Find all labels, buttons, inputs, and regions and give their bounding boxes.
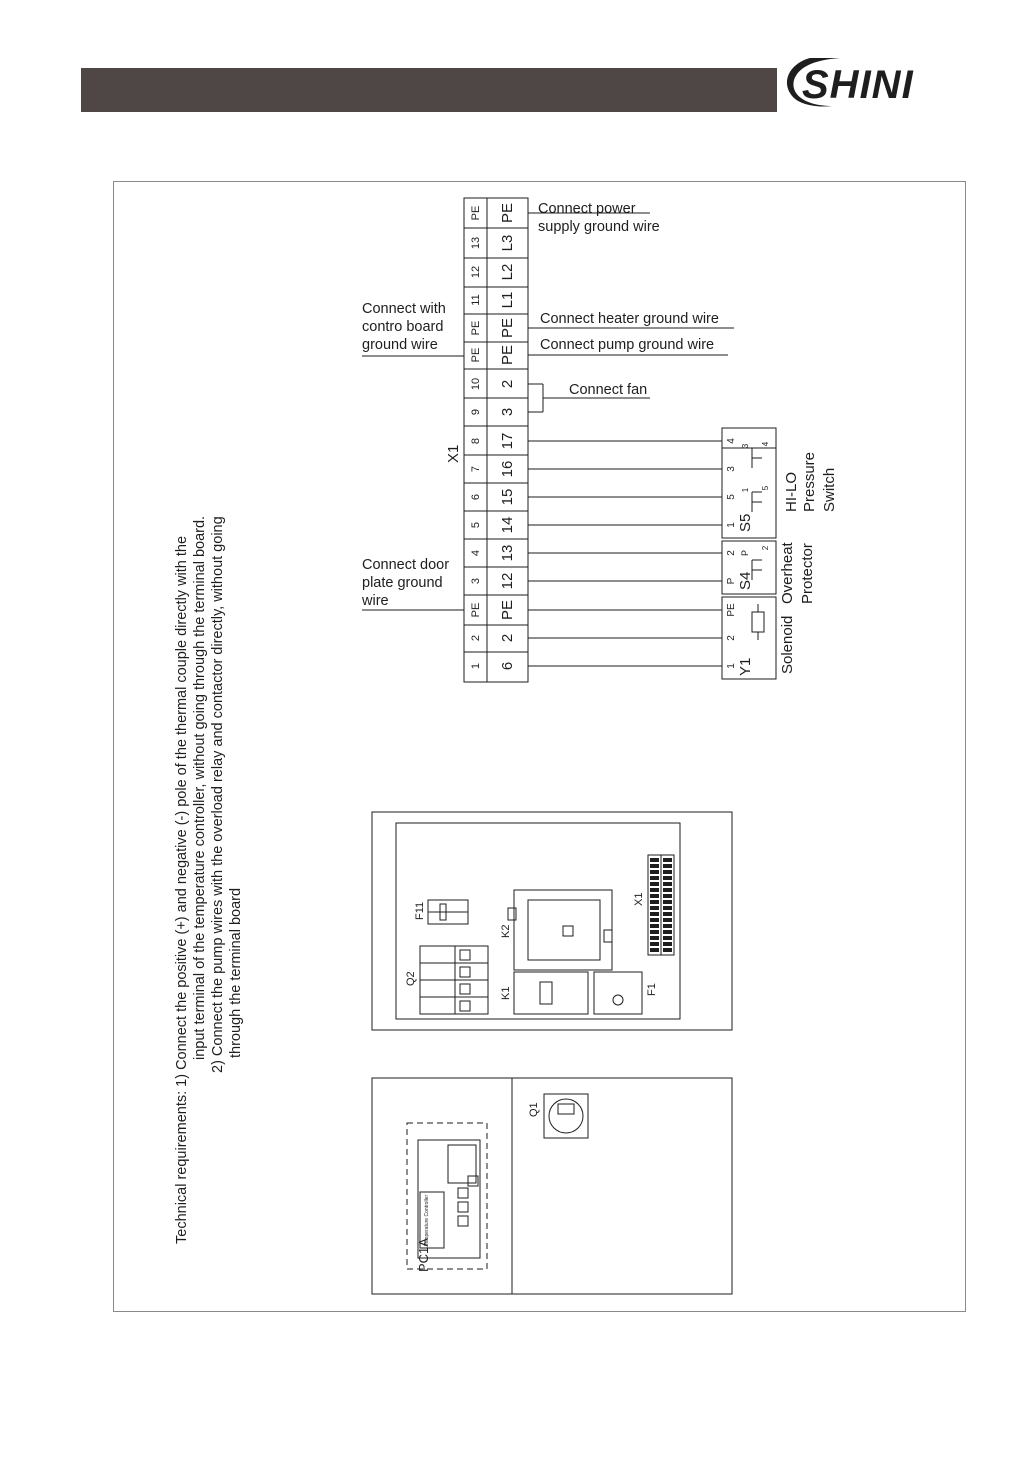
device-s5-pin: 1: [726, 522, 737, 528]
device-y1-id: Y1: [737, 657, 754, 676]
panel-terminal-dot: [650, 870, 659, 874]
panel-terminal-dot: [650, 864, 659, 868]
device-s5-pin: 5: [726, 494, 737, 500]
terminal-number: PE: [470, 320, 482, 336]
terminal-label: PE: [499, 344, 516, 366]
terminal-label: 3: [499, 407, 516, 417]
brand-logo-text: SHINI: [802, 63, 914, 107]
panel-terminal-dot: [663, 876, 672, 880]
terminal-label: 2: [499, 633, 516, 643]
terminal-label: 2: [499, 379, 516, 389]
terminal-number: 13: [470, 236, 482, 250]
terminal-number: 10: [470, 377, 482, 391]
label-q2: Q2: [405, 971, 417, 986]
device-s5-id: S5: [737, 513, 754, 532]
terminal-label: 17: [499, 432, 516, 450]
panel-terminal-dot: [663, 936, 672, 940]
panel-labels: [405, 893, 658, 1272]
tech-req-line-2: input terminal of the temperature controller, without going through the terminal board.: [192, 515, 208, 1060]
panel-terminal-dot: [663, 900, 672, 904]
label-q1: Q1: [528, 1102, 540, 1117]
terminal-label: L3: [499, 234, 516, 252]
annotation-control-board-3: ground wire: [362, 337, 438, 353]
annotation-door-plate-3: wire: [362, 593, 389, 609]
terminal-label: PE: [499, 202, 516, 224]
panel-terminal-dot: [650, 930, 659, 934]
panel-terminal-dot: [663, 870, 672, 874]
device-s5-pin: 3: [726, 466, 737, 472]
panel-terminal-dot: [663, 864, 672, 868]
annotation-fan: Connect fan: [569, 382, 648, 398]
device-s5-sub: 1: [741, 487, 750, 493]
terminal-label: PE: [499, 599, 516, 621]
panel-terminal-dot: [650, 900, 659, 904]
label-pc1a: PC1A: [416, 1238, 431, 1272]
device-y1-pin: 2: [726, 635, 737, 641]
terminal-number: 2: [470, 634, 482, 642]
panel-terminal-dot: [650, 858, 659, 862]
annotation-heater-ground: Connect heater ground wire: [540, 311, 719, 327]
panel-terminal-dot: [663, 942, 672, 946]
tech-req-line-1: Technical requirements: 1) Connect the positive (+) and negative (-) pole of the thermal couple directly with the: [174, 535, 190, 1244]
terminal-number: PE: [470, 347, 482, 363]
terminal-numbers: [470, 206, 482, 669]
label-k1: K1: [500, 986, 512, 1000]
device-s5-sub: 3: [741, 443, 750, 449]
device-s5-sub: 5: [761, 485, 770, 491]
technical-requirements: [174, 516, 244, 1244]
terminal-label: 13: [499, 544, 516, 562]
device-labels: [726, 438, 838, 676]
terminal-label: L1: [499, 291, 516, 309]
terminal-number: 6: [470, 493, 482, 501]
terminal-label: 16: [499, 460, 516, 478]
label-f11: F11: [414, 901, 426, 920]
device-s4-pin: P: [726, 577, 737, 585]
panel-terminal-dot: [663, 858, 672, 862]
device-s5-label-2: Pressure: [801, 451, 818, 512]
label-controller-caption: Temperature Controller: [424, 1194, 430, 1246]
terminal-number: 5: [470, 521, 482, 529]
annotation-door-plate-1: Connect door: [362, 557, 450, 573]
panel-terminal-dot: [663, 912, 672, 916]
device-s5-sub: 4: [761, 441, 770, 447]
device-wires: [528, 441, 722, 666]
device-s4-id: S4: [737, 571, 754, 590]
device-y1-pin: PE: [726, 603, 737, 617]
terminal-number: 7: [470, 465, 482, 473]
panel-terminal-dot: [650, 942, 659, 946]
panel-terminal-dot: [663, 888, 672, 892]
annotation-power-ground-1: Connect power: [538, 201, 636, 217]
panel-terminal-dot: [663, 924, 672, 928]
panel-terminal-dot: [650, 876, 659, 880]
terminal-number: 9: [470, 408, 482, 416]
tech-req-line-4: through the terminal board: [228, 887, 244, 1058]
terminal-number: 8: [470, 437, 482, 445]
device-s4-label-2: Protector: [799, 543, 816, 604]
panel-terminal-dot: [650, 918, 659, 922]
top-annotations: [362, 213, 734, 610]
panel-terminal-dot: [650, 894, 659, 898]
device-y1-pin: 1: [726, 663, 737, 669]
terminal-number: 1: [470, 662, 482, 670]
terminal-number: 3: [470, 577, 482, 585]
panel-terminal-dot: [650, 948, 659, 952]
panel-terminal-dot: [650, 888, 659, 892]
device-s5-label-3: Switch: [821, 467, 838, 512]
device-s4-pin: P: [740, 549, 750, 557]
terminal-label: 15: [499, 488, 516, 506]
terminal-label: 12: [499, 572, 516, 590]
panel-terminal-dot: [650, 882, 659, 886]
label-k2: K2: [500, 924, 512, 938]
terminal-number: 12: [470, 265, 482, 279]
terminal-label: 14: [499, 516, 516, 534]
terminal-labels: [499, 203, 516, 670]
annotation-power-ground-2: supply ground wire: [538, 219, 660, 235]
terminal-number: 11: [470, 294, 482, 306]
device-s5-label-1: HI-LO: [783, 471, 800, 512]
device-s4-pin: 2: [726, 550, 737, 556]
label-f1: F1: [646, 983, 658, 996]
panel-terminal-dot: [650, 912, 659, 916]
tech-req-line-3: 2) Connect the pump wires with the overload relay and contactor directly, without going: [210, 516, 226, 1073]
panel-terminal-dot: [650, 906, 659, 910]
panel-terminal-dot: [663, 906, 672, 910]
terminal-label: 6: [499, 661, 516, 671]
annotation-door-plate-2: plate ground: [362, 575, 443, 591]
annotation-pump-ground: Connect pump ground wire: [540, 337, 715, 353]
panel-terminal-dot: [663, 894, 672, 898]
device-y1-label: Solenoid: [779, 615, 796, 674]
terminal-label: PE: [499, 317, 516, 339]
terminal-number: PE: [470, 205, 482, 221]
panel-terminal-dot: [663, 882, 672, 886]
label-x1-strip: X1: [633, 892, 645, 906]
device-s4-label-1: Overheat: [779, 542, 796, 604]
panel-terminal-dot: [663, 948, 672, 952]
annotation-control-board-2: contro board: [362, 319, 444, 335]
device-s4-sub: 2: [761, 545, 770, 551]
panel-terminal-dot: [663, 930, 672, 934]
panel-terminal-dot: [663, 918, 672, 922]
annotation-control-board-1: Connect with: [362, 301, 446, 317]
mounting-panel: [372, 812, 732, 1030]
device-s5-pin: 4: [726, 438, 737, 444]
panel-terminal-dot: [650, 936, 659, 940]
terminal-number: 4: [470, 549, 482, 557]
terminal-label: L2: [499, 263, 516, 281]
panel-terminal-dot: [650, 924, 659, 928]
terminal-block-name: X1: [445, 444, 462, 463]
terminal-number: PE: [470, 602, 482, 618]
